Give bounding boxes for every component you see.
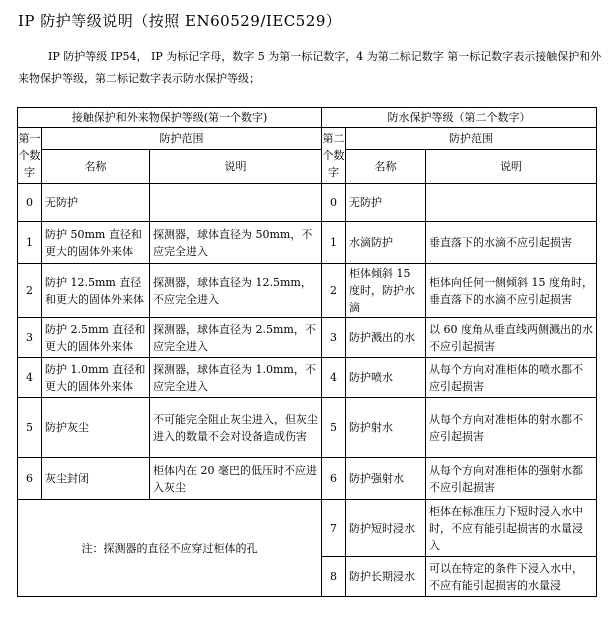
desc-cell (426, 184, 597, 222)
name-cell: 灰尘封闭 (42, 458, 150, 500)
digit-cell: 5 (18, 398, 42, 458)
digit-cell: 5 (322, 398, 346, 458)
digit-cell: 1 (18, 222, 42, 264)
digit-cell: 4 (18, 358, 42, 398)
digit-cell: 2 (322, 264, 346, 318)
table-note: 注：探测器的直径不应穿过柜体的孔 (18, 500, 322, 597)
digit-cell: 0 (18, 184, 42, 222)
digit-column-label-left: 第一个数字 (18, 128, 42, 184)
desc-cell: 探测器，球体直径为 50mm，不应完全进入 (150, 222, 322, 264)
table-row (18, 318, 597, 358)
page-title: IP 防护等级说明（按照 EN60529/IEC529） (18, 12, 342, 30)
name-cell: 防护射水 (346, 398, 426, 458)
scope-header-left: 防护范围 (42, 128, 322, 150)
scope-header-right: 防护范围 (346, 128, 597, 150)
right-group-header: 防水保护等级（第二个数字） (322, 108, 597, 128)
table-row (18, 264, 597, 318)
desc-cell: 探测器，球体直径为 12.5mm，不应完全进入 (150, 264, 322, 318)
digit-column-label-right: 第二个数字 (322, 128, 346, 184)
intro-paragraph: IP 防护等级 IP54， IP 为标记字母，数字 5 为第一标记数字，4 为第二标记数字 第一标记数字表示接触保护和外来物保护等级，第二标记数字表示防水保护等级； (18, 50, 602, 85)
name-cell: 防护 2.5mm 直径和更大的固体外来体 (42, 318, 150, 358)
digit-cell: 3 (18, 318, 42, 358)
desc-cell: 柜体向任何一侧倾斜 15 度角时，垂直落下的水滴不应引起损害 (426, 264, 597, 318)
desc-cell: 可以在特定的条件下浸入水中，不应有能引起损害的水量浸 (426, 557, 597, 597)
digit-cell: 3 (322, 318, 346, 358)
digit-cell: 4 (322, 358, 346, 398)
name-cell: 防护强射水 (346, 458, 426, 500)
desc-header-right: 说明 (426, 150, 597, 184)
table-row (18, 358, 597, 398)
table-row (18, 184, 597, 222)
desc-cell: 柜体在标准压力下短时浸入水中时，不应有能引起损害的水量浸入 (426, 500, 597, 557)
desc-cell: 从每个方向对准柜体的射水都不应引起损害 (426, 398, 597, 458)
digit-cell: 6 (18, 458, 42, 500)
desc-cell: 从每个方向对准柜体的喷水都不应引起损害 (426, 358, 597, 398)
desc-cell: 从每个方向对准柜体的强射水都不应引起损害 (426, 458, 597, 500)
name-header-left: 名称 (42, 150, 150, 184)
desc-cell: 以 60 度角从垂直线两侧溅出的水不应引起损害 (426, 318, 597, 358)
desc-cell: 不可能完全阻止灰尘进入，但灰尘进入的数量不会对设备造成伤害 (150, 398, 322, 458)
name-cell: 防护 50mm 直径和更大的固体外来体 (42, 222, 150, 264)
table-row (18, 222, 597, 264)
name-cell: 防护灰尘 (42, 398, 150, 458)
desc-cell: 探测器，球体直径为 1.0mm，不应完全进入 (150, 358, 322, 398)
name-cell: 防护溅出的水 (346, 318, 426, 358)
desc-header-left: 说明 (150, 150, 322, 184)
table-row (18, 500, 597, 557)
desc-cell: 柜体内在 20 毫巴的低压时不应进入灰尘 (150, 458, 322, 500)
name-cell: 防护喷水 (346, 358, 426, 398)
digit-cell: 1 (322, 222, 346, 264)
name-cell: 柜体倾斜 15 度时，防护水滴 (346, 264, 426, 318)
desc-cell (150, 184, 322, 222)
table-row (18, 398, 597, 458)
desc-cell: 探测器，球体直径为 2.5mm，不应完全进入 (150, 318, 322, 358)
digit-cell: 2 (18, 264, 42, 318)
digit-cell: 6 (322, 458, 346, 500)
name-cell: 防护 1.0mm 直径和更大的固体外来体 (42, 358, 150, 398)
name-cell: 防护短时浸水 (346, 500, 426, 557)
digit-cell: 0 (322, 184, 346, 222)
name-cell: 水滴防护 (346, 222, 426, 264)
desc-cell: 垂直落下的水滴不应引起损害 (426, 222, 597, 264)
left-group-header: 接触保护和外来物保护等级(第一个数字) (18, 108, 322, 128)
name-cell: 无防护 (346, 184, 426, 222)
digit-cell: 8 (322, 557, 346, 597)
digit-cell: 7 (322, 500, 346, 557)
ip-rating-table (17, 107, 597, 597)
name-header-right: 名称 (346, 150, 426, 184)
name-cell: 防护长期浸水 (346, 557, 426, 597)
name-cell: 防护 12.5mm 直径和更大的固体外来体 (42, 264, 150, 318)
name-cell: 无防护 (42, 184, 150, 222)
table-row (18, 458, 597, 500)
